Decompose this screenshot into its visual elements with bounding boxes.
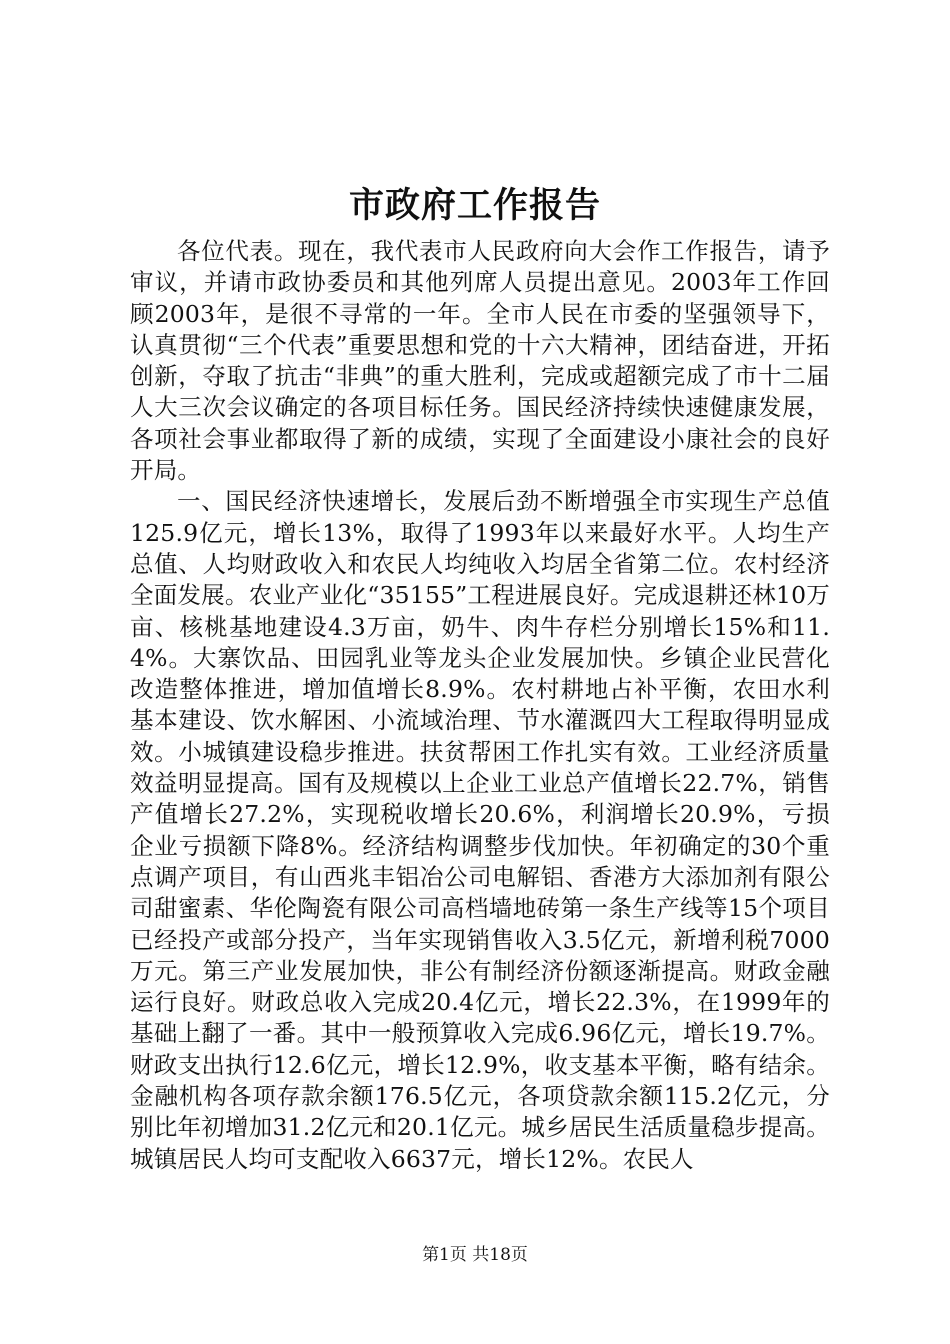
document-title: 市政府工作报告: [348, 185, 601, 226]
paragraph-economy: 一、国民经济快速增长，发展后劲不断增强全市实现生产总值125.9亿元，增长13%，取得了1993年以来最好水平。人均生产总值、人均财政收入和农民人均纯收入均居全省第二位。农村经济全面发展。农业产业化“35155”工程进展良好。完成退耕还林10万亩、核桃基地建设4.3万亩，奶牛、肉牛存栏分别增长15%和11.4%。大寨饮品、田园乳业等龙头企业发展加快。乡镇企业民营化改造整体推进，增加值增长8.9%。农村耕地占补平衡，农田水利基本建设、饮水解困、小流域治理、节水灌溉四大工程取得明显成效。小城镇建设稳步推进。扶贫帮困工作扎实有效。工业经济质量效益明显提高。国有及规模以上企业工业总产值增长22.7%，销售产值增长27.2%，实现税收增长20.6%，利润增长20.9%，亏损企业亏损额下降8%。经济结构调整步伐加快。年初确定的30个重点调产项目，有山西兆丰铝冶公司电解铝、香港方大添加剂有限公司甜蜜素、华伦陶瓷有限公司高档墙地砖第一条生产线等15个项目已经投产或部分投产，当年实现销售收入3.5亿元，新增利税7000万元。第三产业发展加快，非公有制经济份额逐渐提高。财政金融运行良好。财政总收入完成20.4亿元，增长22.3%，在1999年的基础上翻了一番。其中一般预算收入完成6.96亿元，增长19.7%。财政支出执行12.6亿元，增长12.9%，收支基本平衡，略有结余。金融机构各项存款余额176.5亿元，各项贷款余额115.2亿元，分别比年初增加31.2亿元和20.1亿元。城乡居民生活质量稳步提高。城镇居民人均可支配收入6637元，增长12%。农民人: [130, 487, 830, 1173]
document-body: [130, 236, 830, 1175]
page-number-footer: 第1页 共18页: [422, 1245, 528, 1265]
paragraph-opening: 各位代表。现在，我代表市人民政府向大会作工作报告，请予审议，并请市政协委员和其他列席人员提出意见。2003年工作回顾2003年，是很不寻常的一年。全市人民在市委的坚强领导下，认真贯彻“三个代表”重要思想和党的十六大精神，团结奋进，开拓创新，夺取了抗击“非典”的重大胜利，完成或超额完成了市十二届人大三次会议确定的各项目标任务。国民经济持续快速健康发展，各项社会事业都取得了新的成绩，实现了全面建设小康社会的良好开局。: [130, 237, 830, 485]
